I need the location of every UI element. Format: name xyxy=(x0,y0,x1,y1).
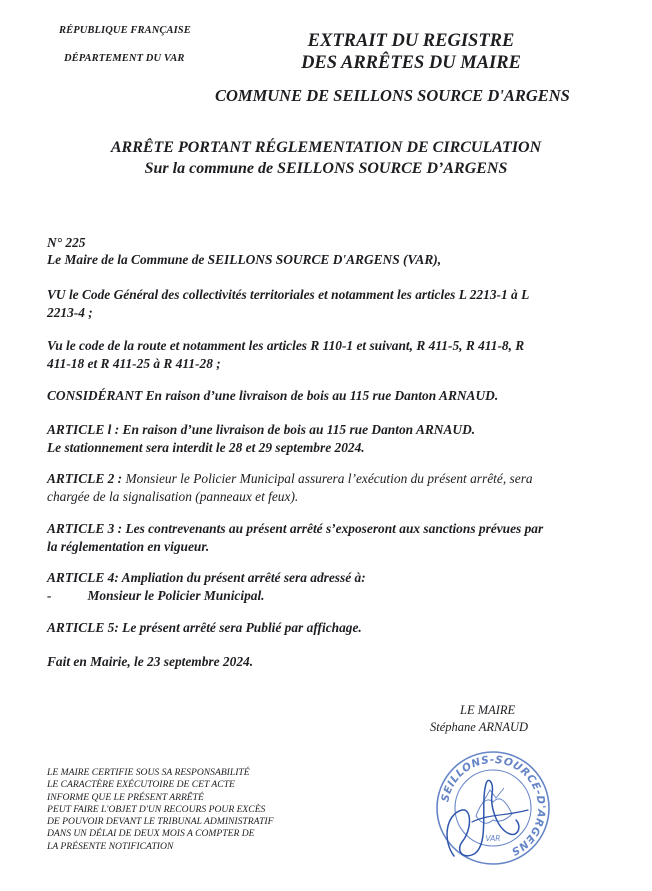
article-2-label: ARTICLE 2 : xyxy=(47,471,123,486)
republique-francaise: RÉPUBLIQUE FRANÇAISE xyxy=(59,25,191,36)
article-1-line1: En raison d’une livraison de bois au 115 rue Danton ARNAUD. xyxy=(119,422,476,437)
article-1 xyxy=(47,421,600,456)
certification-line: INFORME QUE LE PRÉSENT ARRÊTÉ xyxy=(47,791,204,803)
stamp-ring-textpath: SEILLONS-SOURCE-D'ARGENS xyxy=(439,753,548,858)
vu-cgct-line2: 2213-4 ; xyxy=(47,304,93,320)
arrete-number: N° 225 xyxy=(47,235,86,250)
article-2-line1: Monsieur le Policier Municipal assurera l’exécution du présent arrêté, sera xyxy=(122,471,533,486)
article-1-label: ARTICLE l : xyxy=(47,422,120,437)
arrete-title-line1: ARRÊTE PORTANT RÉGLEMENTATION DE CIRCULATION xyxy=(110,139,542,156)
article-3 xyxy=(47,520,600,555)
certification-line: LE CARACTÈRE EXÉCUTOIRE DE CET ACTE xyxy=(47,779,235,791)
considerant-label: CONSIDÉRANT xyxy=(47,388,143,403)
vu-code-route xyxy=(47,337,600,372)
mairie-stamp xyxy=(432,744,554,872)
certification-line: PEUT FAIRE L'OBJET D'UN RECOURS POUR EXCÈS xyxy=(47,803,266,815)
fait-en-mairie: Fait en Mairie, le 23 septembre 2024. xyxy=(47,654,254,669)
arrete-title-line2: Sur la commune de SEILLONS SOURCE D’ARGENS xyxy=(144,160,508,177)
article-3-line2: la réglementation en vigueur. xyxy=(47,538,210,554)
article-4-dash: - xyxy=(47,587,52,603)
arrete-title xyxy=(60,137,592,179)
article-3-line1: ARTICLE 3 : Les contrevenants au présent arrêté s’exposeront aux sanctions prévues par xyxy=(47,521,544,536)
signature-underline xyxy=(472,810,528,822)
certification-line: LE MAIRE CERTIFIE SOUS SA RESPONSABILITÉ xyxy=(47,767,250,778)
stamp-department: VAR xyxy=(485,834,501,843)
vu-cgct-line1: VU le Code Général des collectivités territoriales et notamment les articles L 2213-1 à L xyxy=(47,287,530,302)
signer-role: LE MAIRE xyxy=(460,703,516,717)
article-2 xyxy=(47,470,600,505)
maire-intro: Le Maire de la Commune de SEILLONS SOURCE D'ARGENS (VAR), xyxy=(47,252,442,267)
register-title xyxy=(286,30,536,74)
article-4-recipient: Monsieur le Policier Municipal. xyxy=(87,587,265,603)
vu-code-route-line2: 411-18 et R 411-25 à R 411-28 ; xyxy=(47,355,221,371)
signer-name: Stéphane ARNAUD xyxy=(430,720,529,734)
departement-du-var: DÉPARTEMENT DU VAR xyxy=(64,53,185,64)
article-4 xyxy=(47,569,600,604)
certification-notice xyxy=(47,767,367,853)
considerant-text: En raison d’une livraison de bois au 115 rue Danton ARNAUD. xyxy=(142,388,499,403)
article-5: ARTICLE 5: Le présent arrêté sera Publié par affichage. xyxy=(47,620,362,635)
certification-line: DANS UN DÉLAI DE DEUX MOIS A COMPTER DE xyxy=(47,828,255,840)
vu-code-route-line1: Vu le code de la route et notamment les articles R 110-1 et suivant, R 411-5, R 411-8, R xyxy=(47,338,525,353)
certification-line: LA PRÉSENTE NOTIFICATION xyxy=(47,840,174,852)
considerant xyxy=(47,387,600,405)
article-2-line2: chargée de la signalisation (panneaux et feux). xyxy=(47,488,299,504)
article-1-line2: Le stationnement sera interdit le 28 et 29 septembre 2024. xyxy=(47,439,365,455)
register-title-line2: DES ARRÊTES DU MAIRE xyxy=(301,53,521,73)
signature-block xyxy=(430,702,528,736)
vu-cgct xyxy=(47,286,600,321)
commune-name: COMMUNE DE SEILLONS SOURCE D'ARGENS xyxy=(215,86,570,105)
register-title-line1: EXTRAIT DU REGISTRE xyxy=(307,31,515,51)
article-4-line1: ARTICLE 4: Ampliation du présent arrêté sera adressé à: xyxy=(47,570,366,585)
certification-line: DE POUVOIR DEVANT LE TRIBUNAL ADMINISTRATIF xyxy=(47,816,274,828)
